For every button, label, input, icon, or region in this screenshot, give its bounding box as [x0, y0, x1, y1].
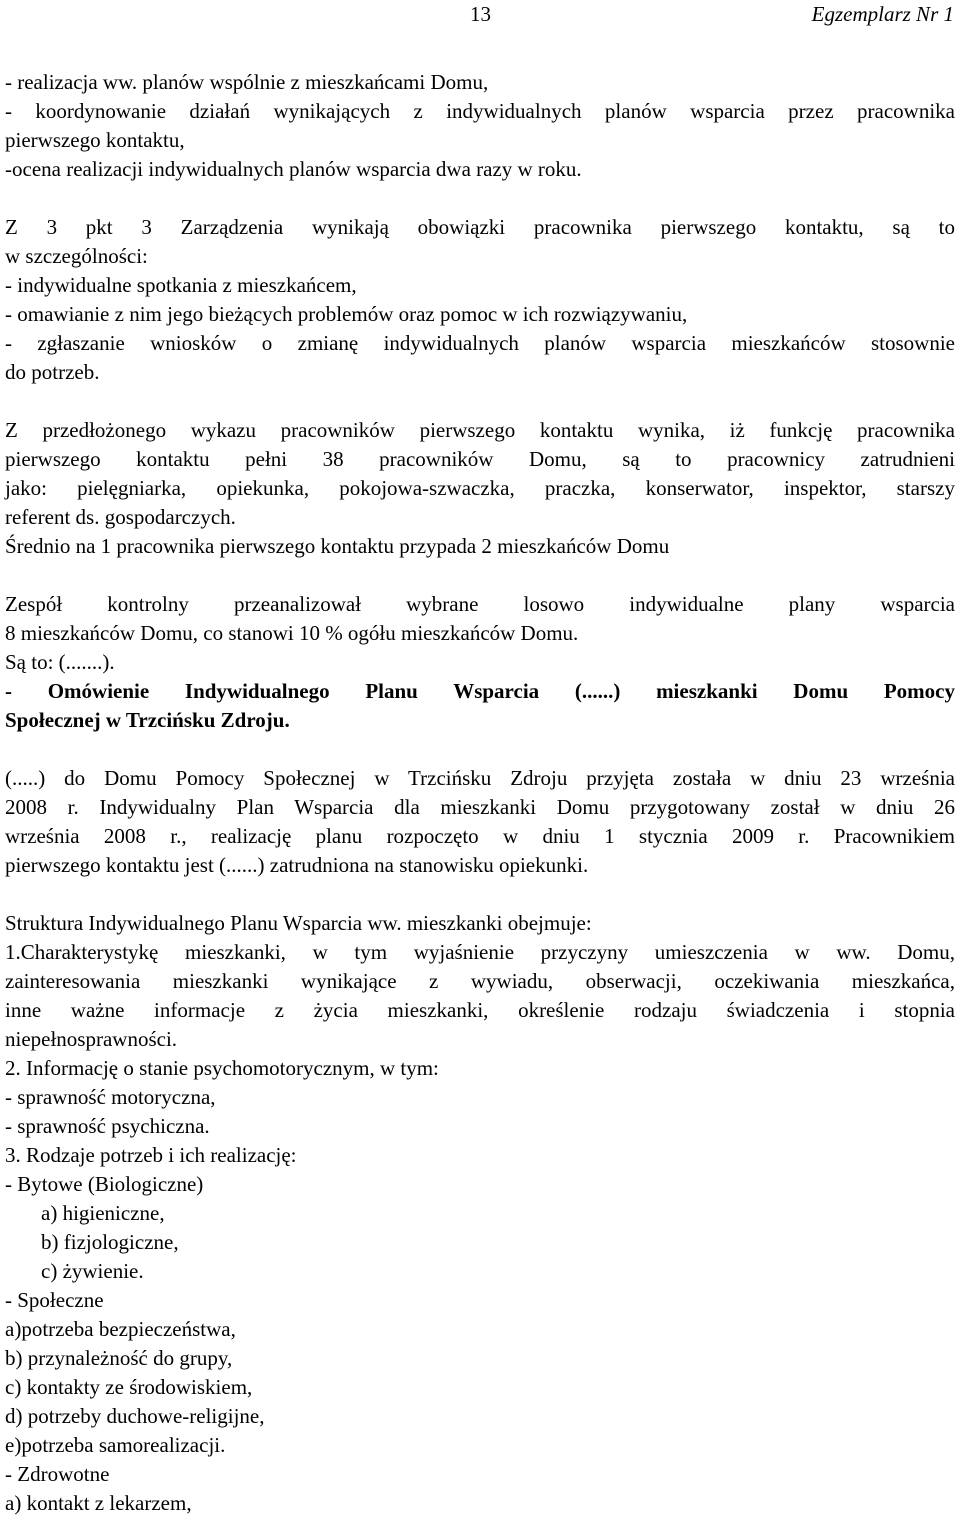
copy-label: Egzemplarz Nr 1 — [811, 2, 954, 26]
text-line: września 2008 r., realizację planu rozpoczęto w dniu 1 stycznia 2009 r. Pracownikiem — [5, 824, 955, 848]
list-item: a)potrzeba bezpieczeństwa, — [5, 1317, 236, 1341]
text-line: pierwszego kontaktu jest (......) zatrudniona na stanowisku opiekunki. — [5, 853, 589, 877]
text-line: - Społeczne — [5, 1288, 104, 1312]
text-line: referent ds. gospodarczych. — [5, 505, 236, 529]
spacer — [5, 561, 955, 590]
spacer — [5, 735, 955, 764]
list-item: e)potrzeba samorealizacji. — [5, 1433, 226, 1457]
text-line: 3. Rodzaje potrzeb i ich realizację: — [5, 1143, 297, 1167]
text-line: Z przedłożonego wykazu pracowników pierwszego kontaktu wynika, iż funkcję pracownika — [5, 418, 955, 442]
list-item: a) kontakt z lekarzem, — [5, 1491, 192, 1515]
page-header — [0, 0, 960, 29]
text-line: - Bytowe (Biologiczne) — [5, 1172, 204, 1196]
spacer — [5, 184, 955, 213]
text-line: - koordynowanie działań wynikających z indywidualnych planów wsparcia przez pracownika — [5, 99, 955, 123]
text-line: 2008 r. Indywidualny Plan Wsparcia dla mieszkanki Domu przygotowany został w dniu 26 — [5, 795, 955, 819]
text-line: - Zdrowotne — [5, 1462, 110, 1486]
text-line: 8 mieszkańców Domu, co stanowi 10 % ogółu mieszkańców Domu. — [5, 621, 579, 645]
text-line: pierwszego kontaktu pełni 38 pracowników Domu, są to pracownicy zatrudnieni — [5, 447, 955, 471]
text-line: - sprawność psychiczna. — [5, 1114, 210, 1138]
text-line: 2. Informację o stanie psychomotorycznym, w tym: — [5, 1056, 439, 1080]
list-item: c) żywienie. — [41, 1259, 144, 1283]
list-item: b) przynależność do grupy, — [5, 1346, 233, 1370]
text-line: -ocena realizacji indywidualnych planów wsparcia dwa razy w roku. — [5, 157, 582, 181]
text-line: Są to: (.......). — [5, 650, 115, 674]
list-item: b) fizjologiczne, — [41, 1230, 179, 1254]
text-line: - sprawność motoryczna, — [5, 1085, 216, 1109]
section-heading: - Omówienie Indywidualnego Planu Wsparcia (......) mieszkanki Domu Pomocy — [5, 679, 955, 703]
text-line: Średnio na 1 pracownika pierwszego kontaktu przypada 2 mieszkańców Domu — [5, 534, 670, 558]
spacer — [5, 880, 955, 909]
text-line: niepełnosprawności. — [5, 1027, 178, 1051]
section-heading: Społecznej w Trzcińsku Zdroju. — [5, 708, 290, 732]
text-line: w szczególności: — [5, 244, 148, 268]
text-line: zainteresowania mieszkanki wynikające z wywiadu, obserwacji, oczekiwania mieszkańca, — [5, 969, 955, 993]
text-line: - omawianie z nim jego bieżących problemów oraz pomoc w ich rozwiązywaniu, — [5, 302, 688, 326]
text-line: - realizacja ww. planów wspólnie z mieszkańcami Domu, — [5, 70, 489, 94]
text-line: - zgłaszanie wniosków o zmianę indywidualnych planów wsparcia mieszkańców stosownie — [5, 331, 955, 355]
document-body — [5, 68, 955, 1518]
text-line: inne ważne informacje z życia mieszkanki, określenie rodzaju świadczenia i stopnia — [5, 998, 955, 1022]
text-line: (.....) do Domu Pomocy Społecznej w Trzcińsku Zdroju przyjęta została w dniu 23 września — [5, 766, 955, 790]
text-line: pierwszego kontaktu, — [5, 128, 185, 152]
text-line: Struktura Indywidualnego Planu Wsparcia ww. mieszkanki obejmuje: — [5, 911, 592, 935]
text-line: Zespół kontrolny przeanalizował wybrane losowo indywidualne plany wsparcia — [5, 592, 955, 616]
text-line: - indywidualne spotkania z mieszkańcem, — [5, 273, 357, 297]
list-item: a) higieniczne, — [41, 1201, 165, 1225]
text-line: do potrzeb. — [5, 360, 100, 384]
text-line: jako: pielęgniarka, opiekunka, pokojowa-szwaczka, praczka, konserwator, inspektor, starszy — [5, 476, 955, 500]
spacer — [5, 387, 955, 416]
text-line: 1.Charakterystykę mieszkanki, w tym wyjaśnienie przyczyny umieszczenia w ww. Domu, — [5, 940, 955, 964]
list-item: d) potrzeby duchowe-religijne, — [5, 1404, 265, 1428]
list-item: c) kontakty ze środowiskiem, — [5, 1375, 253, 1399]
page-number: 13 — [470, 2, 491, 26]
text-line: Z 3 pkt 3 Zarządzenia wynikają obowiązki pracownika pierwszego kontaktu, są to — [5, 215, 955, 239]
